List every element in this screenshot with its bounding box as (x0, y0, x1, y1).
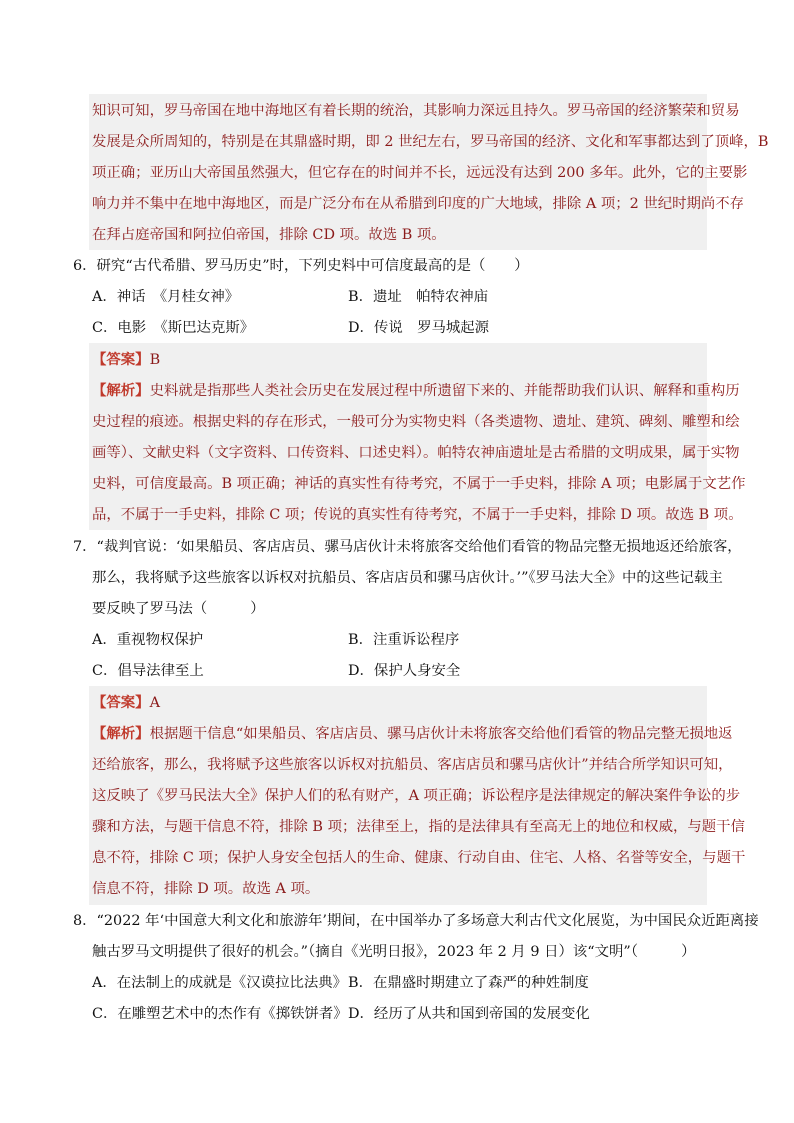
answer-value: A (149, 695, 160, 711)
question-7-stem: 7．“裁判官说：‘如果船员、客店店员、骡马店伙计未将旅客交给他们看管的物品完整无损地返还给旅客， (73, 539, 742, 555)
q6-option-a: A．神话 《月桂女神》 (92, 289, 240, 305)
q7-option-d: D．保护人身安全 (348, 663, 461, 679)
analysis-line: 还给旅客，那么，我将赋予这些旅客以诉权对抗船员、客店店员和骡马店伙计”并结合所学知识可知， (92, 757, 733, 773)
analysis-line: 画等）、文献史料（文字资料、口传资料、口述史料）。帕特农神庙遗址是古希腊的文明成果，属于实物 (92, 445, 740, 461)
q6-answer-line (92, 350, 160, 370)
q6-option-c: C．电影 《斯巴达克斯》 (92, 320, 255, 336)
question-7-stem: 要反映了罗马法（ ） (92, 601, 265, 617)
q6-analysis-line (92, 381, 740, 401)
analysis-line: 这反映了《罗马民法大全》保护人们的私有财产，A 项正确；诉讼程序是法律规定的解决案件争讼的步 (92, 788, 741, 804)
q7-option-c: C．倡导法律至上 (92, 663, 204, 679)
q8-option-b: B．在鼎盛时期建立了森严的种姓制度 (348, 975, 589, 991)
explanation-line: 发展是众所周知的，特别是在其鼎盛时期，即 2 世纪左右，罗马帝国的经济、文化和军事都达到了顶峰，B (92, 134, 769, 150)
question-8-stem: 触古罗马文明提供了很好的机会。”（摘自《光明日报》，2023 年 2 月 9 日）该“文明”（ ） (92, 944, 696, 960)
explanation-line: 项正确；亚历山大帝国虽然强大，但它存在的时间并不长，远远没有达到 200 多年。此外，它的主要影 (92, 165, 748, 181)
q7-analysis-line (92, 724, 733, 744)
analysis-text: 根据题干信息“如果船员、客店店员、骡马店伙计未将旅客交给他们看管的物品完整无损地返 (149, 726, 733, 742)
q6-option-d: D．传说 罗马城起源 (348, 320, 490, 336)
q8-option-a: A．在法制上的成就是《汉谟拉比法典》 (92, 975, 348, 991)
q7-answer-line (92, 693, 160, 713)
analysis-tag: 【解析】 (92, 382, 150, 399)
analysis-line: 史过程的痕迹。根据史料的存在形式，一般可分为实物史料（各类遗物、遗址、建筑、碑刻、雕塑和绘 (92, 414, 740, 430)
answer-block-q6 (89, 343, 707, 530)
analysis-line: 品，不属于一手史料，排除 C 项；传说的真实性有待考究，不属于一手史料，排除 D 项。故选 B 项。 (92, 507, 743, 523)
question-8-stem: 8．“2022 年‘中国意大利文化和旅游年’期间，在中国举办了多场意大利古代文化展览，为中国民众近距离接 (73, 913, 759, 929)
analysis-text: 史料就是指那些人类社会历史在发展过程中所遗留下来的、并能帮助我们认识、解释和重构历 (149, 383, 740, 399)
question-6-stem: 6．研究“古代希腊、罗马历史”时，下列史料中可信度最高的是（ ） (73, 258, 529, 274)
analysis-line: 骤和方法，与题干信息不符，排除 B 项；法律至上，指的是法律具有至高无上的地位和权威，与题干信 (92, 819, 745, 835)
analysis-line: 息不符，排除 C 项；保护人身安全包括人的生命、健康、行动自由、住宅、人格、名誉等安全，与题干 (92, 850, 746, 866)
q6-option-b: B．遗址 帕特农神庙 (348, 289, 489, 305)
analysis-line: 信息不符，排除 D 项。故选 A 项。 (92, 881, 320, 897)
answer-tag: 【答案】 (92, 694, 150, 711)
explanation-line: 响力并不集中在地中海地区，而是广泛分布在从希腊到印度的广大地域，排除 A 项；2 世纪时期尚不存 (92, 196, 745, 212)
q8-option-c: C．在雕塑艺术中的杰作有《掷铁饼者》 (92, 1006, 348, 1022)
question-7-stem: 那么，我将赋予这些旅客以诉权对抗船员、客店店员和骡马店伙计。’”《罗马法大全》中的这些记载主 (92, 570, 723, 586)
q8-option-d: D．经历了从共和国到帝国的发展变化 (348, 1006, 590, 1022)
explanation-line: 知识可知，罗马帝国在地中海地区有着长期的统治，其影响力深远且持久。罗马帝国的经济繁荣和贸易 (92, 103, 740, 119)
analysis-line: 史料，可信度最高。B 项正确；神话的真实性有待考究，不属于一手史料，排除 A 项；电影属于文艺作 (92, 476, 746, 492)
explanation-line: 在拜占庭帝国和阿拉伯帝国，排除 CD 项。故选 B 项。 (92, 227, 446, 243)
q7-option-a: A．重视物权保护 (92, 632, 204, 648)
answer-tag: 【答案】 (92, 351, 150, 368)
q7-option-b: B．注重诉讼程序 (348, 632, 460, 648)
answer-value: B (149, 352, 161, 368)
analysis-tag: 【解析】 (92, 725, 150, 742)
